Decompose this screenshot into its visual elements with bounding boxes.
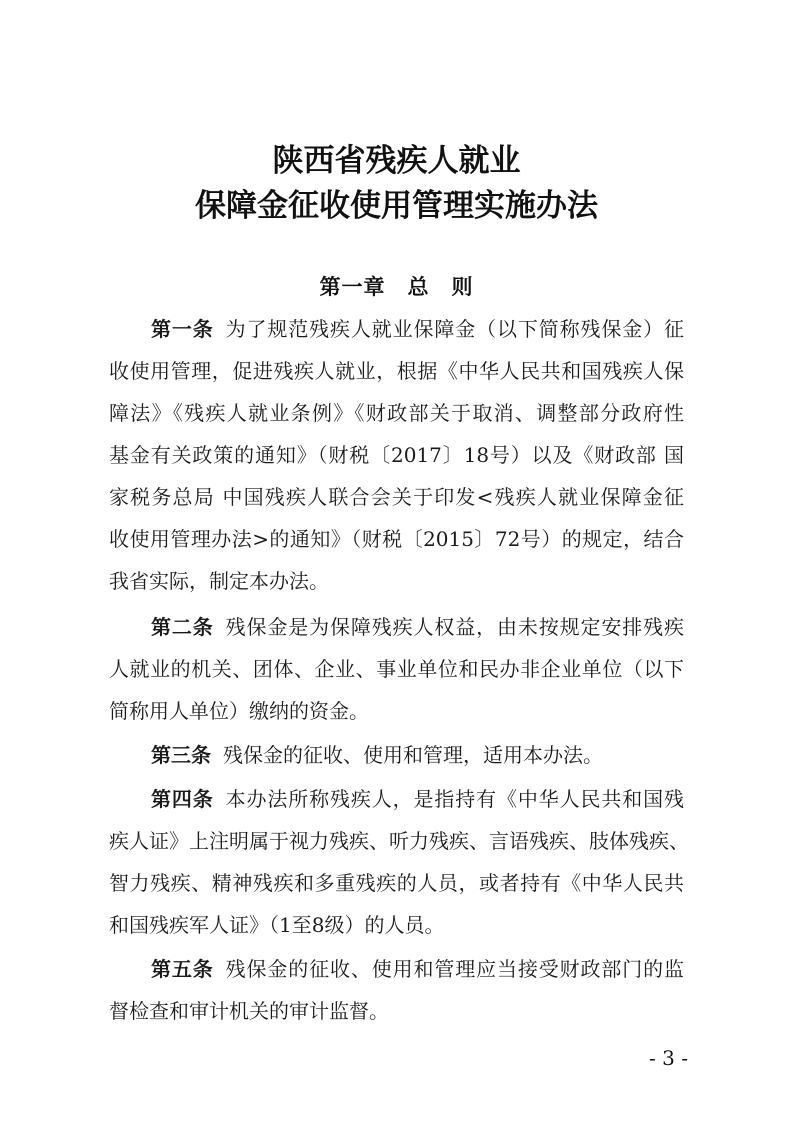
document-title-line-1: 陕西省残疾人就业 xyxy=(272,143,521,179)
article-1-line-2: 收使用管理，促进残疾人就业，根据《中华人民共和国残疾人保 xyxy=(109,359,684,383)
article-4-line-3: 智力残疾、精神残疾和多重残疾的人员，或者持有《中华人民共 xyxy=(109,871,684,895)
article-5-line-1 xyxy=(151,954,684,984)
article-1-line-7: 我省实际，制定本办法。 xyxy=(109,569,329,593)
article-4-text-1: 本办法所称残疾人，是指持有《中华人民共和国残 xyxy=(225,787,684,811)
article-2-text-1: 残保金是为保障残疾人权益，由未按规定安排残疾 xyxy=(225,615,684,639)
article-4-line-4: 和国残疾军人证》（1至8级）的人员。 xyxy=(109,913,445,937)
article-5-line-2: 督检查和审计机关的审计监督。 xyxy=(109,999,389,1023)
article-5-label: 第五条 xyxy=(151,957,214,981)
document-title-line-2: 保障金征收使用管理实施办法 xyxy=(195,188,598,224)
article-1-text-1: 为了规范残疾人就业保障金（以下简称残保金）征 xyxy=(225,317,684,341)
article-1-line-5: 家税务总局 中国残疾人联合会关于印发<残疾人就业保障金征 xyxy=(109,485,684,509)
article-4-line-2: 疾人证》上注明属于视力残疾、听力残疾、言语残疾、肢体残疾、 xyxy=(109,829,689,853)
article-4-line-1 xyxy=(151,784,684,814)
article-3-text-1: 残保金的征收、使用和管理，适用本办法。 xyxy=(223,743,603,767)
chapter-heading: 第一章 总 则 xyxy=(319,275,474,299)
article-1-line-1 xyxy=(151,314,684,344)
article-2-line-2: 人就业的机关、团体、企业、事业单位和民办非企业单位（以下 xyxy=(109,657,684,681)
article-1-line-6: 收使用管理办法>的通知》（财税〔2015〕72号）的规定，结合 xyxy=(109,527,684,551)
article-1-label: 第一条 xyxy=(151,317,214,341)
article-1-line-3: 障法》《残疾人就业条例》《财政部关于取消、调整部分政府性 xyxy=(109,401,684,425)
article-2-line-1 xyxy=(151,612,684,642)
article-4-label: 第四条 xyxy=(151,787,214,811)
article-3-line-1 xyxy=(151,740,684,770)
article-1-line-4: 基金有关政策的通知》（财税〔2017〕18号）以及《财政部 国 xyxy=(109,443,684,467)
article-5-text-1: 残保金的征收、使用和管理应当接受财政部门的监 xyxy=(225,957,684,981)
article-2-label: 第二条 xyxy=(151,615,214,639)
article-2-line-3: 简称用人单位）缴纳的资金。 xyxy=(109,699,369,723)
page-number: - 3 - xyxy=(649,1046,688,1070)
article-3-label: 第三条 xyxy=(151,743,211,767)
